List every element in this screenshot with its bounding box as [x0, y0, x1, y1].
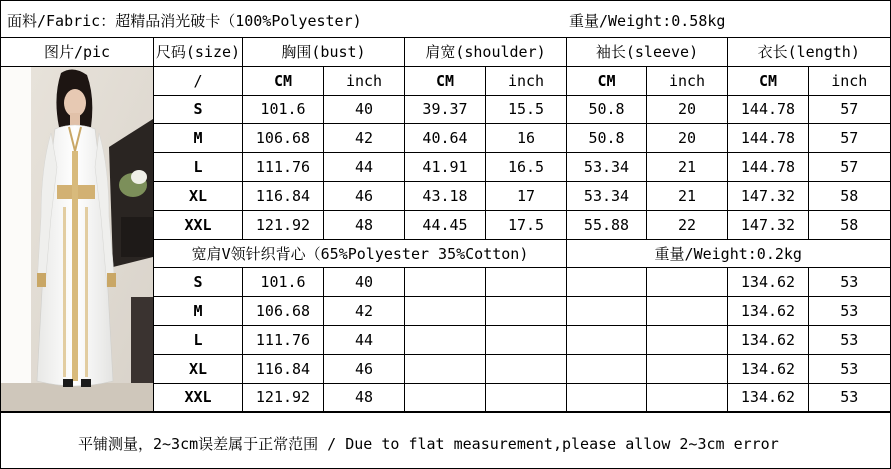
cell-bust-cm: 121.92: [243, 383, 324, 412]
cell-length-cm: 134.62: [728, 354, 809, 383]
units-row: [1, 66, 890, 95]
unit-bust-inch: inch: [324, 66, 405, 95]
vest-title: 宽肩V领针织背心（65%Polyester 35%Cotton): [154, 239, 567, 268]
cell-size: XXL: [154, 210, 243, 239]
cell-length-cm: 134.62: [728, 268, 809, 297]
cell-shoulder-inch: 16.5: [486, 153, 567, 182]
cell-sleeve-cm: [567, 325, 647, 354]
cell-shoulder-inch: [486, 268, 567, 297]
pic-header: 图片/pic: [1, 38, 154, 66]
cell-sleeve-inch: [647, 297, 728, 326]
cell-length-inch: 57: [809, 95, 890, 124]
cell-sleeve-inch: 21: [647, 153, 728, 182]
cell-shoulder-inch: 17.5: [486, 210, 567, 239]
cell-length-cm: 144.78: [728, 153, 809, 182]
unit-length-inch: inch: [809, 66, 890, 95]
cell-length-cm: 134.62: [728, 297, 809, 326]
cell-length-cm: 147.32: [728, 210, 809, 239]
cell-sleeve-cm: [567, 297, 647, 326]
cell-shoulder-inch: [486, 383, 567, 412]
cell-bust-cm: 121.92: [243, 210, 324, 239]
cell-size: M: [154, 124, 243, 153]
cell-sleeve-inch: [647, 325, 728, 354]
model-photo-icon: [1, 67, 153, 411]
cell-sleeve-inch: 21: [647, 181, 728, 210]
cell-bust-inch: 48: [324, 210, 405, 239]
cell-shoulder-inch: 17: [486, 181, 567, 210]
cell-sleeve-cm: 55.88: [567, 210, 647, 239]
cell-shoulder-cm: [405, 383, 486, 412]
cell-length-inch: 58: [809, 181, 890, 210]
cell-shoulder-cm: [405, 297, 486, 326]
cell-bust-cm: 101.6: [243, 268, 324, 297]
cell-sleeve-cm: 50.8: [567, 124, 647, 153]
cell-length-inch: 53: [809, 354, 890, 383]
cell-size: S: [154, 95, 243, 124]
unit-bust-cm: CM: [243, 66, 324, 95]
cell-shoulder-inch: 16: [486, 124, 567, 153]
fabric-info: 面料/Fabric：超精品消光破卡（100%Polyester): [7, 12, 362, 30]
cell-bust-inch: 46: [324, 354, 405, 383]
cell-sleeve-cm: 50.8: [567, 95, 647, 124]
cell-bust-inch: 40: [324, 95, 405, 124]
cell-bust-cm: 116.84: [243, 181, 324, 210]
cell-bust-inch: 44: [324, 325, 405, 354]
cell-length-inch: 53: [809, 325, 890, 354]
cell-bust-cm: 101.6: [243, 95, 324, 124]
cell-shoulder-cm: 41.91: [405, 153, 486, 182]
cell-shoulder-cm: [405, 268, 486, 297]
cell-length-cm: 134.62: [728, 383, 809, 412]
column-header-row: [1, 38, 890, 66]
cell-bust-cm: 106.68: [243, 124, 324, 153]
cell-length-cm: 144.78: [728, 124, 809, 153]
cell-bust-cm: 106.68: [243, 297, 324, 326]
cell-bust-inch: 42: [324, 124, 405, 153]
unit-shoulder-inch: inch: [486, 66, 567, 95]
cell-length-inch: 57: [809, 124, 890, 153]
unit-sleeve-inch: inch: [647, 66, 728, 95]
cell-size: XL: [154, 354, 243, 383]
cell-sleeve-cm: [567, 268, 647, 297]
cell-bust-cm: 111.76: [243, 325, 324, 354]
cell-size: XL: [154, 181, 243, 210]
cell-bust-inch: 44: [324, 153, 405, 182]
cell-bust-inch: 40: [324, 268, 405, 297]
cell-size: S: [154, 268, 243, 297]
cell-bust-cm: 111.76: [243, 153, 324, 182]
cell-length-cm: 134.62: [728, 325, 809, 354]
unit-sleeve-cm: CM: [567, 66, 647, 95]
cell-shoulder-inch: 15.5: [486, 95, 567, 124]
cell-length-inch: 58: [809, 210, 890, 239]
weight-info: 重量/Weight:0.58kg: [569, 12, 726, 30]
cell-size: L: [154, 153, 243, 182]
cell-bust-inch: 48: [324, 383, 405, 412]
size-header: 尺码(size): [154, 38, 243, 66]
cell-sleeve-cm: 53.34: [567, 153, 647, 182]
cell-shoulder-cm: 44.45: [405, 210, 486, 239]
unit-size: /: [154, 66, 243, 95]
cell-sleeve-inch: [647, 383, 728, 412]
shoulder-header: 肩宽(shoulder): [405, 38, 567, 66]
bust-header: 胸围(bust): [243, 38, 405, 66]
cell-length-inch: 53: [809, 383, 890, 412]
unit-length-cm: CM: [728, 66, 809, 95]
cell-sleeve-inch: 20: [647, 124, 728, 153]
cell-size: L: [154, 325, 243, 354]
header-row: [1, 1, 890, 38]
cell-bust-cm: 116.84: [243, 354, 324, 383]
cell-shoulder-inch: [486, 297, 567, 326]
cell-bust-inch: 46: [324, 181, 405, 210]
cell-length-cm: 147.32: [728, 181, 809, 210]
measurement-note: 平铺测量，2~3cm误差属于正常范围 / Due to flat measurement,please allow 2~3cm error: [78, 435, 779, 453]
cell-length-inch: 57: [809, 153, 890, 182]
cell-shoulder-cm: 39.37: [405, 95, 486, 124]
cell-size: M: [154, 297, 243, 326]
cell-sleeve-cm: [567, 383, 647, 412]
cell-sleeve-inch: 20: [647, 95, 728, 124]
cell-shoulder-cm: 43.18: [405, 181, 486, 210]
length-header: 衣长(length): [728, 38, 890, 66]
cell-shoulder-cm: [405, 325, 486, 354]
sleeve-header: 袖长(sleeve): [567, 38, 728, 66]
cell-bust-inch: 42: [324, 297, 405, 326]
cell-sleeve-cm: [567, 354, 647, 383]
cell-size: XXL: [154, 383, 243, 412]
footer: [1, 412, 890, 469]
model-photo: [1, 66, 154, 412]
cell-sleeve-inch: [647, 268, 728, 297]
cell-length-cm: 144.78: [728, 95, 809, 124]
cell-shoulder-inch: [486, 325, 567, 354]
unit-shoulder-cm: CM: [405, 66, 486, 95]
cell-shoulder-cm: [405, 354, 486, 383]
cell-shoulder-cm: 40.64: [405, 124, 486, 153]
vest-weight: 重量/Weight:0.2kg: [567, 239, 890, 268]
cell-sleeve-inch: [647, 354, 728, 383]
cell-length-inch: 53: [809, 297, 890, 326]
cell-length-inch: 53: [809, 268, 890, 297]
cell-sleeve-cm: 53.34: [567, 181, 647, 210]
cell-sleeve-inch: 22: [647, 210, 728, 239]
cell-shoulder-inch: [486, 354, 567, 383]
size-table: [1, 38, 890, 412]
